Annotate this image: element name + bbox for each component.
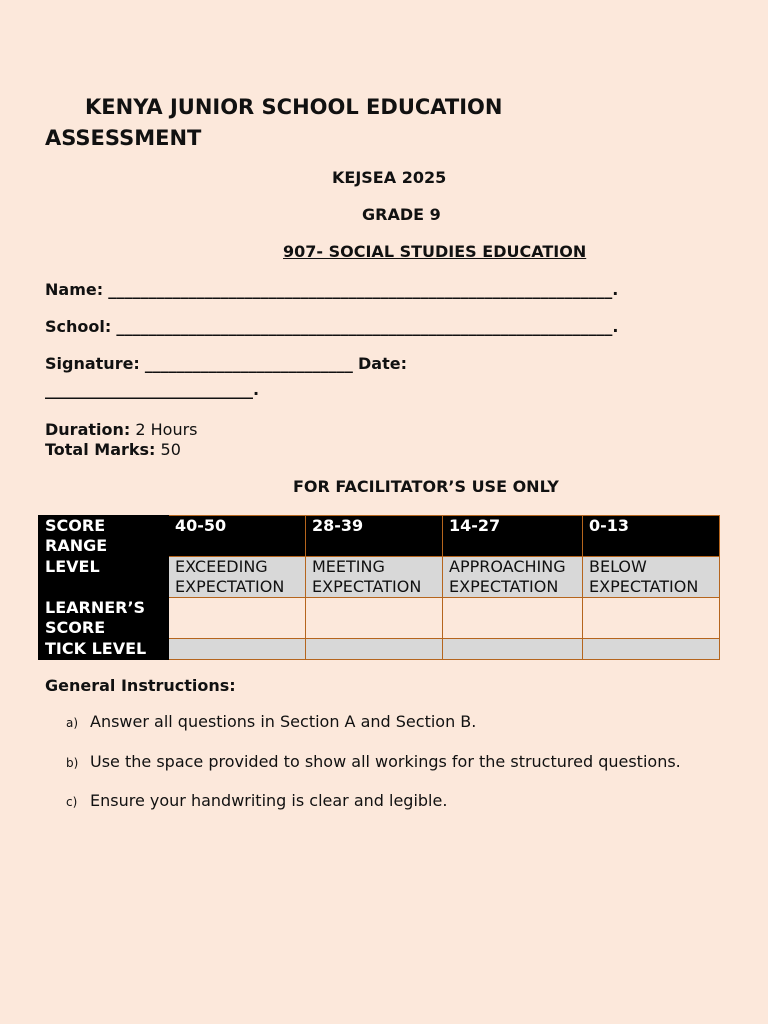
- row-label-level: LEVEL: [39, 557, 169, 598]
- range-cell: 40-50: [169, 516, 306, 557]
- range-cell: 28-39: [306, 516, 443, 557]
- name-label: Name:: [45, 280, 104, 299]
- signature-field[interactable]: [45, 354, 407, 373]
- tick-cell[interactable]: [306, 639, 443, 660]
- list-marker: b): [66, 756, 79, 770]
- tick-cell[interactable]: [443, 639, 583, 660]
- duration-label: Duration:: [45, 420, 131, 439]
- score-entry-cell[interactable]: [169, 598, 306, 639]
- marks-value: 50: [160, 440, 181, 459]
- list-marker: a): [66, 716, 79, 730]
- duration: [45, 420, 198, 439]
- level-cell: BELOW EXPECTATION: [583, 557, 720, 598]
- school-line[interactable]: ______________________________________________________________.: [116, 317, 619, 336]
- date-label: Date:: [358, 354, 407, 373]
- level-cell: MEETING EXPECTATION: [306, 557, 443, 598]
- facilitator-heading: FOR FACILITATOR’S USE ONLY: [293, 477, 559, 496]
- tick-cell[interactable]: [169, 639, 306, 660]
- score-entry-cell[interactable]: [583, 598, 720, 639]
- score-entry-cell[interactable]: [306, 598, 443, 639]
- date-field[interactable]: [45, 380, 259, 399]
- learner-score-row: [39, 598, 720, 639]
- list-marker: c): [66, 795, 78, 809]
- grade-label: GRADE 9: [362, 205, 441, 224]
- instruction-text: Answer all questions in Section A and Section B.: [90, 712, 477, 731]
- exam-name: KEJSEA 2025: [332, 168, 447, 187]
- tick-cell[interactable]: [583, 639, 720, 660]
- row-label-learner-score: LEARNER’S SCORE: [39, 598, 169, 639]
- level-cell: APPROACHING EXPECTATION: [443, 557, 583, 598]
- instruction-item: [66, 752, 681, 771]
- total-marks: [45, 440, 181, 459]
- level-row: [39, 557, 720, 598]
- subject-title: 907- SOCIAL STUDIES EDUCATION: [283, 242, 587, 261]
- instruction-text: Ensure your handwriting is clear and legible.: [90, 791, 448, 810]
- range-cell: 0-13: [583, 516, 720, 557]
- instruction-item: [66, 712, 476, 731]
- instruction-item: [66, 791, 447, 810]
- duration-value: 2 Hours: [135, 420, 198, 439]
- instruction-text: Use the space provided to show all workings for the structured questions.: [90, 752, 681, 771]
- row-label-score-range: SCORE RANGE: [39, 516, 169, 557]
- name-line[interactable]: _______________________________________________________________.: [108, 280, 619, 299]
- name-field[interactable]: [45, 280, 618, 299]
- score-entry-cell[interactable]: [443, 598, 583, 639]
- score-table: [38, 515, 720, 660]
- marks-label: Total Marks:: [45, 440, 156, 459]
- signature-line[interactable]: __________________________: [144, 354, 353, 373]
- score-range-row: [39, 516, 720, 557]
- signature-label: Signature:: [45, 354, 140, 373]
- school-field[interactable]: [45, 317, 618, 336]
- level-cell: EXCEEDING EXPECTATION: [169, 557, 306, 598]
- tick-level-row: [39, 639, 720, 660]
- range-cell: 14-27: [443, 516, 583, 557]
- exam-title: KENYA JUNIOR SCHOOL EDUCATION ASSESSMENT: [45, 95, 503, 150]
- date-line[interactable]: __________________________.: [45, 380, 260, 399]
- row-label-tick-level: TICK LEVEL: [39, 639, 169, 660]
- school-label: School:: [45, 317, 112, 336]
- instructions-heading: General Instructions:: [45, 676, 236, 695]
